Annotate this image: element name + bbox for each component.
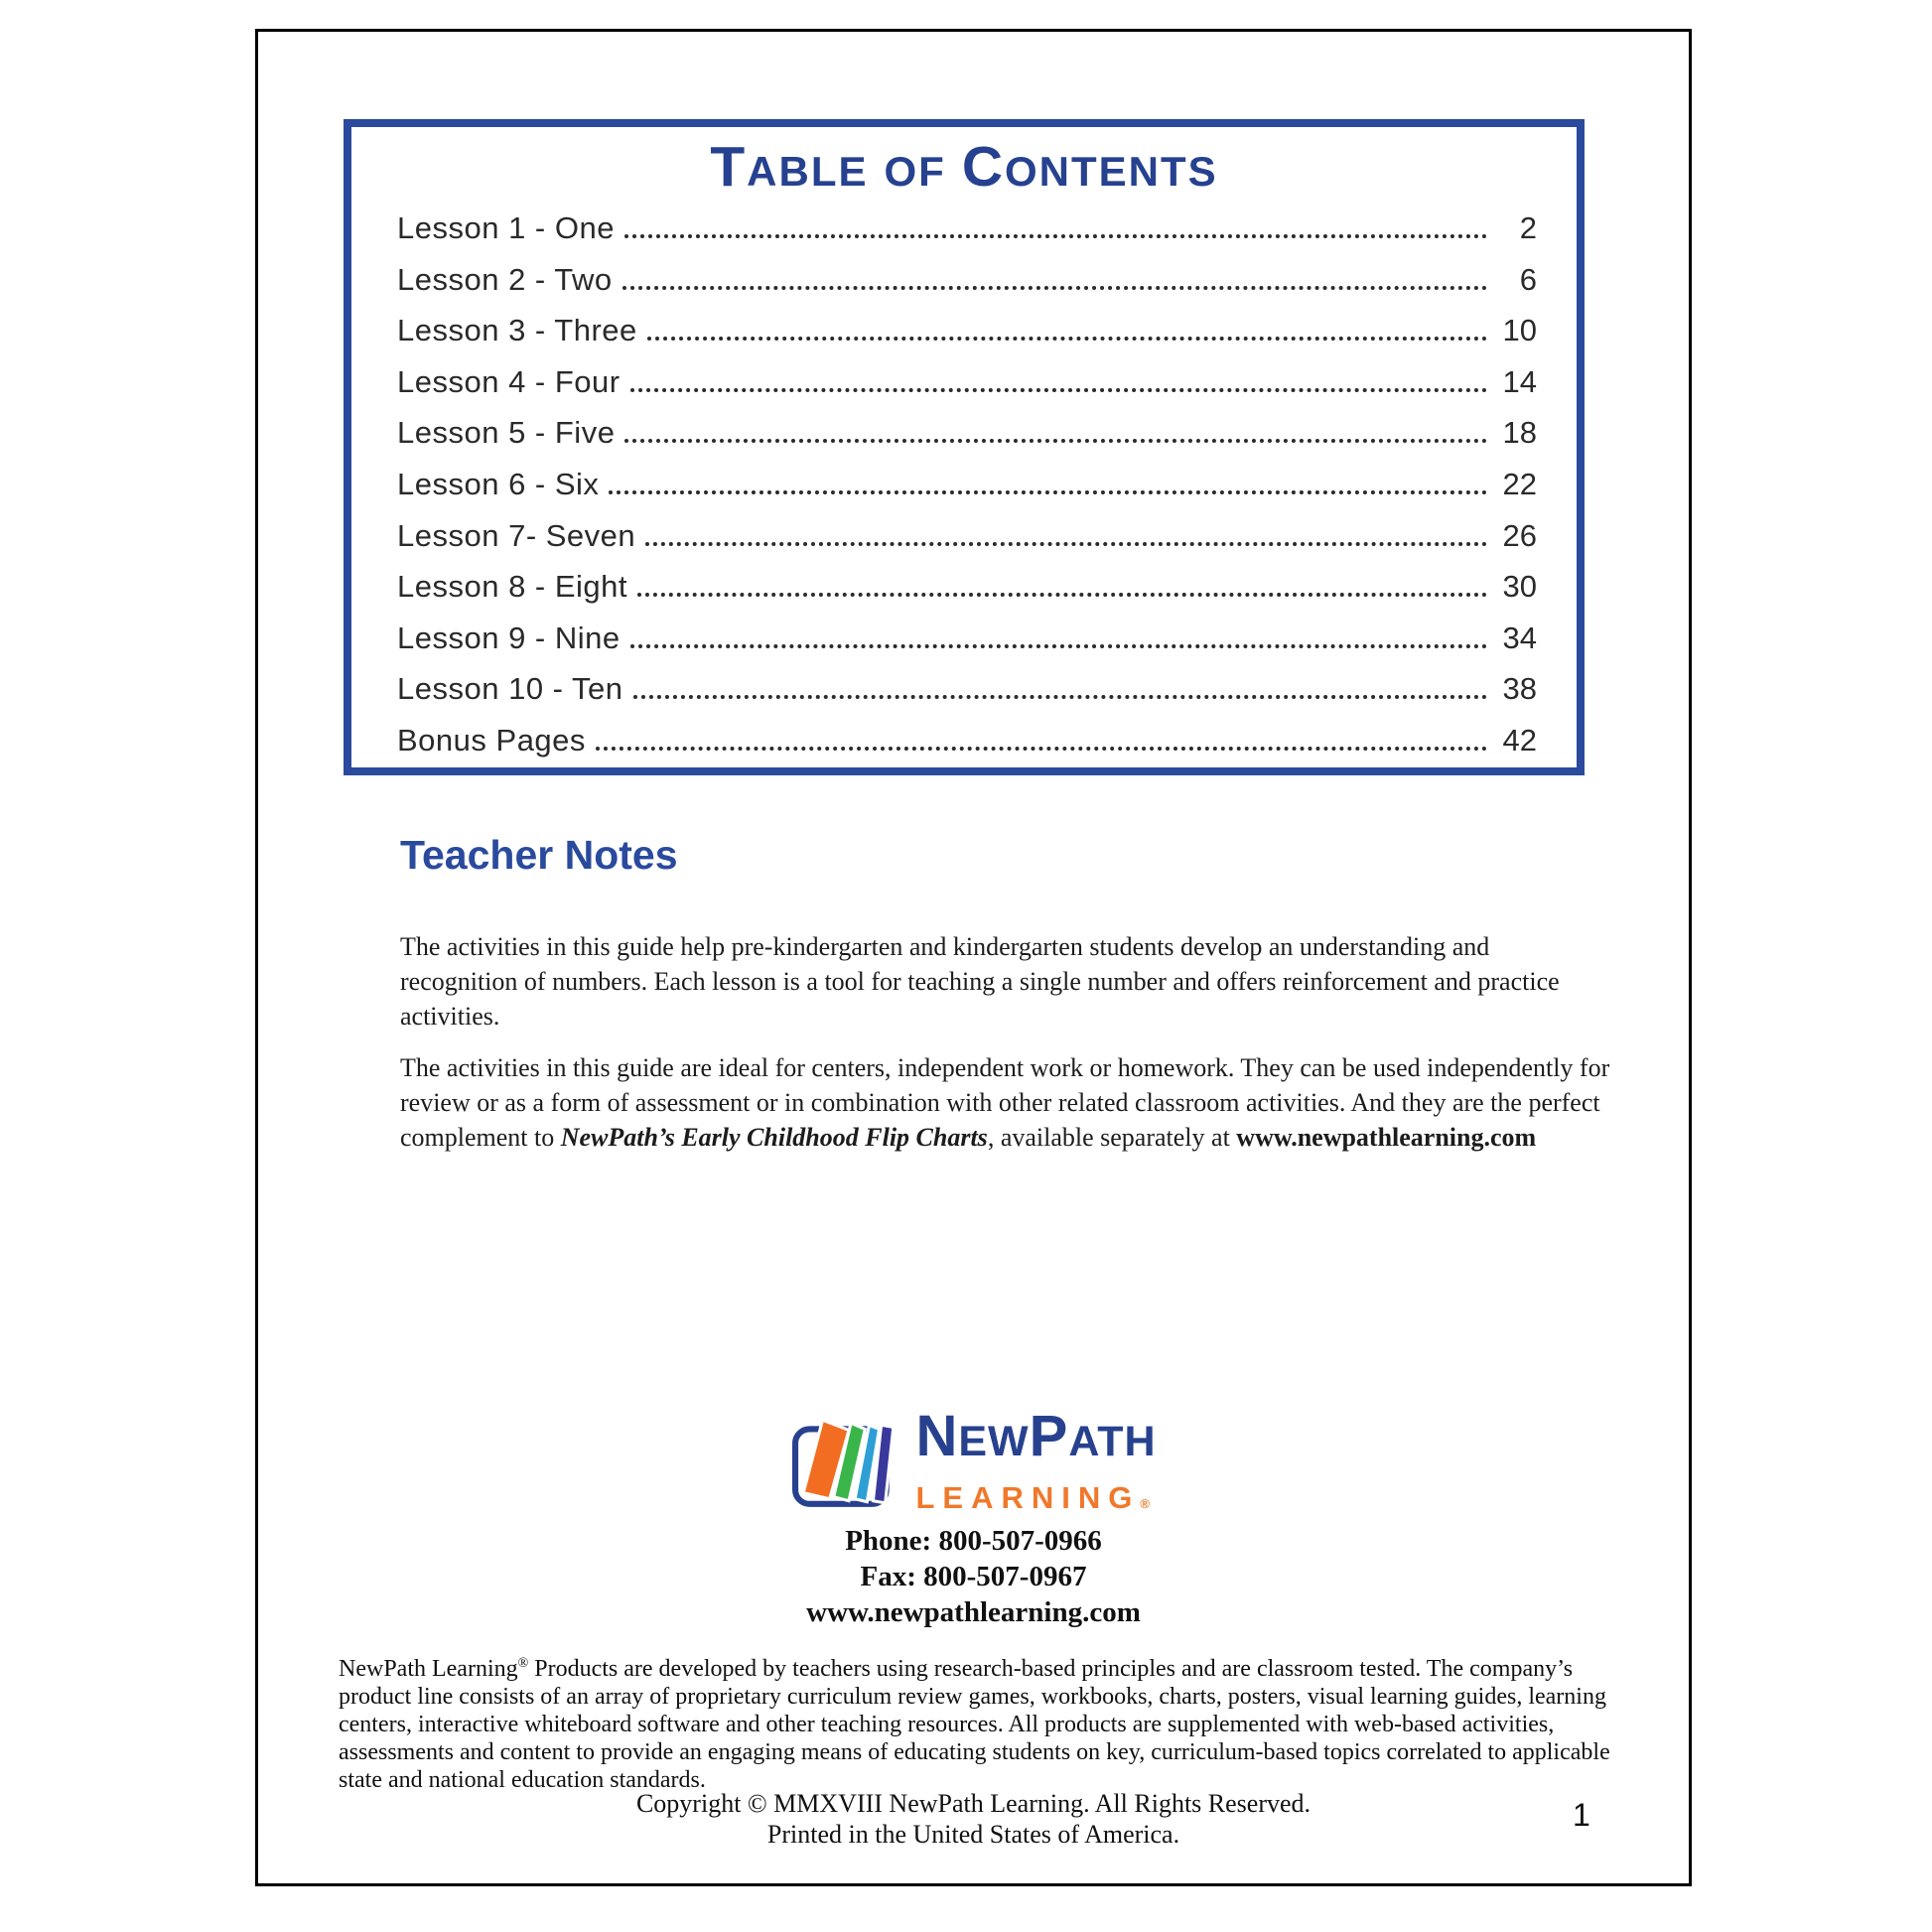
teacher-notes-heading: Teacher Notes bbox=[400, 832, 678, 878]
logo-letters: ATH bbox=[1068, 1418, 1157, 1465]
brand-name: NewPath Learning bbox=[339, 1656, 518, 1682]
toc-title-part: ABLE bbox=[747, 148, 869, 195]
toc-dotted-leader bbox=[622, 286, 1487, 290]
description-text: Products are developed by teachers using research-based principles and are classroom tested. The company’s product line consists of an array of proprietary curriculum review games, workbooks, charts, posters, visual learning guides, learning centers, interactive whiteboard software and other teaching resources. All products are supplemented with web-based activities, assessments and content to provide an engaging means of educating students on key, curriculum-based topics correlated to applicable state and national education standards. bbox=[339, 1656, 1610, 1793]
toc-entry-label: Lesson 9 - Nine bbox=[397, 620, 621, 655]
logo-learning-text bbox=[915, 1480, 1149, 1522]
toc-dotted-leader bbox=[630, 644, 1487, 648]
toc-dotted-leader bbox=[647, 337, 1487, 341]
toc-entry-page: 42 bbox=[1502, 722, 1537, 758]
paragraph-text: The activities in this guide are ideal for centers, independent work or homework. They can be used independently for review or as a form of assessment or in combination with other related classroom activities. And they are the perfect complement to bbox=[400, 1053, 1610, 1152]
toc-entry bbox=[397, 356, 1537, 408]
toc-entry bbox=[397, 203, 1537, 254]
toc-entry-page: 18 bbox=[1502, 415, 1537, 451]
toc-entry bbox=[397, 613, 1537, 664]
toc-entry bbox=[397, 459, 1537, 510]
toc-entry-page: 2 bbox=[1519, 210, 1537, 245]
toc-entry-page: 26 bbox=[1502, 517, 1537, 553]
contact-block bbox=[258, 1523, 1689, 1630]
toc-entry-label: Lesson 10 - Ten bbox=[397, 671, 623, 707]
table-of-contents-box bbox=[344, 119, 1585, 775]
toc-entry bbox=[397, 254, 1537, 306]
toc-entry bbox=[397, 305, 1537, 356]
toc-entry-label: Lesson 1 - One bbox=[397, 210, 615, 245]
paragraph-text: , available separately at bbox=[987, 1123, 1237, 1152]
toc-entry bbox=[397, 510, 1537, 562]
toc-entry-page: 34 bbox=[1502, 620, 1537, 655]
toc-title-part: C bbox=[961, 135, 1005, 199]
toc-entry-label: Lesson 7- Seven bbox=[397, 517, 636, 553]
copyright-line: Copyright © MMXVIII NewPath Learning. All Rights Reserved. bbox=[635, 1789, 1311, 1818]
logo-letter: P bbox=[1029, 1404, 1069, 1468]
teacher-notes-paragraph-2 bbox=[400, 1050, 1611, 1155]
toc-dotted-leader bbox=[596, 747, 1487, 751]
newpath-learning-logo bbox=[790, 1404, 1157, 1522]
logo-letters: EW bbox=[958, 1418, 1030, 1465]
toc-entry-page: 22 bbox=[1502, 466, 1537, 501]
website-line: www.newpathlearning.com bbox=[806, 1596, 1141, 1628]
toc-dotted-leader bbox=[637, 593, 1487, 597]
toc-entry bbox=[397, 663, 1537, 715]
toc-entry-label: Lesson 2 - Two bbox=[397, 261, 613, 297]
toc-dotted-leader bbox=[633, 695, 1487, 699]
company-description bbox=[339, 1650, 1629, 1794]
toc-entry-label: Bonus Pages bbox=[397, 722, 586, 758]
toc-entry-label: Lesson 8 - Eight bbox=[397, 569, 628, 605]
toc-dotted-leader bbox=[624, 439, 1487, 443]
toc-entry bbox=[397, 715, 1537, 766]
toc-entry-page: 30 bbox=[1502, 569, 1537, 605]
toc-title-part: T bbox=[710, 135, 748, 199]
toc-entry-page: 38 bbox=[1502, 671, 1537, 707]
toc-entries bbox=[397, 203, 1537, 766]
flip-charts-product-name: NewPath’s Early Childhood Flip Charts bbox=[560, 1123, 988, 1152]
toc-entry-label: Lesson 4 - Four bbox=[397, 363, 621, 399]
book-logo-icon bbox=[790, 1408, 901, 1509]
phone-line: Phone: 800-507-0966 bbox=[845, 1525, 1102, 1557]
logo-wordmark bbox=[915, 1404, 1157, 1522]
toc-dotted-leader bbox=[624, 234, 1487, 238]
logo-letter: N bbox=[915, 1404, 959, 1468]
fax-line: Fax: 800-507-0967 bbox=[860, 1561, 1087, 1592]
toc-entry bbox=[397, 407, 1537, 459]
toc-entry-page: 14 bbox=[1502, 363, 1537, 399]
printed-line: Printed in the United States of America. bbox=[766, 1820, 1180, 1849]
toc-title-part: OF bbox=[884, 148, 946, 195]
logo-newpath-text bbox=[915, 1404, 1157, 1480]
toc-entry-page: 6 bbox=[1519, 261, 1537, 297]
toc-entry-page: 10 bbox=[1502, 313, 1537, 348]
toc-dotted-leader bbox=[609, 490, 1487, 494]
toc-entry-label: Lesson 6 - Six bbox=[397, 466, 600, 501]
toc-entry-label: Lesson 3 - Three bbox=[397, 313, 637, 348]
toc-dotted-leader bbox=[645, 542, 1487, 546]
registered-trademark-icon: ® bbox=[1140, 1496, 1150, 1511]
toc-dotted-leader bbox=[630, 388, 1487, 392]
website-text: www.newpathlearning.com bbox=[1236, 1123, 1537, 1152]
toc-title-part: ONTENTS bbox=[1005, 148, 1218, 195]
document-page bbox=[255, 29, 1692, 1886]
registered-trademark-icon: ® bbox=[517, 1656, 529, 1671]
teacher-notes-paragraph-1: The activities in this guide help pre-kindergarten and kindergarten students develop an understanding and recognition of numbers. Each lesson is a tool for teaching a single number and offers reinforcement and practice activities. bbox=[400, 932, 1560, 1031]
logo-learning-word: LEARNING bbox=[915, 1480, 1141, 1515]
toc-entry-label: Lesson 5 - Five bbox=[397, 415, 616, 451]
page-number: 1 bbox=[1573, 1797, 1590, 1833]
toc-entry bbox=[397, 561, 1537, 613]
